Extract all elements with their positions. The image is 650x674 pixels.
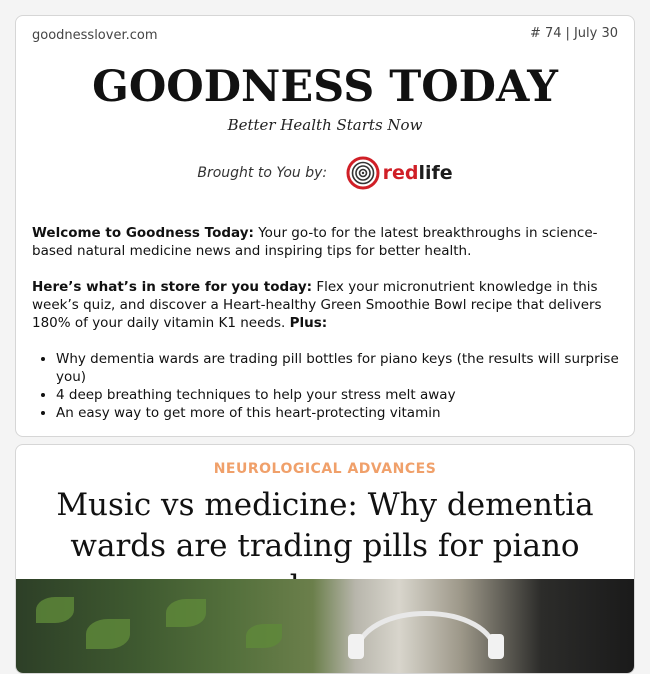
welcome-paragraph [32, 224, 620, 260]
welcome-text: Your go-to for the latest breakthroughs in science-based natural medicine news and inspiring tips for better health. [32, 225, 598, 259]
leaf-decoration [246, 624, 282, 648]
plus-label: Plus: [289, 315, 328, 331]
today-paragraph [32, 278, 620, 332]
logo-text-dark: life [418, 162, 453, 184]
sponsor-label: Brought to You by: [197, 165, 328, 181]
headphones-icon [336, 579, 516, 659]
leaf-decoration [86, 619, 130, 649]
welcome-lead: Welcome to Goodness Today: [32, 225, 254, 241]
leaf-decoration [36, 597, 74, 623]
target-swirl-icon [346, 156, 380, 190]
article-card [15, 444, 635, 674]
sponsor-line [16, 156, 634, 190]
issue-separator: | [565, 26, 570, 41]
article-kicker: NEUROLOGICAL ADVANCES [213, 461, 437, 477]
site-url[interactable]: goodnesslover.com [32, 28, 158, 43]
today-text: Flex your micronutrient knowledge in this week’s quiz, and discover a Heart-healthy Green Smoothie Bowl recipe that delivers 180% of your daily vitamin K1 needs. [32, 279, 602, 331]
highlights-list [32, 350, 620, 422]
list-item: • An easy way to get more of this heart-protecting vitamin [56, 404, 620, 422]
issue-number: # 74 [529, 26, 562, 41]
today-lead: Here’s what’s in store for you today: [32, 279, 313, 295]
article-hero-image[interactable] [16, 579, 634, 674]
sponsor-logo[interactable] [346, 156, 453, 190]
masthead-title: GOODNESS TODAY [92, 62, 558, 112]
issue-date: July 30 [573, 26, 618, 41]
newsletter-intro-card [15, 15, 635, 437]
list-item: • 4 deep breathing techniques to help your stress melt away [56, 386, 620, 404]
masthead-tagline: Better Health Starts Now [227, 116, 423, 134]
masthead [16, 62, 634, 134]
list-item: • Why dementia wards are trading pill bottles for piano keys (the results will surprise you) [56, 350, 620, 386]
logo-text-red: red [382, 162, 419, 184]
issue-meta [530, 26, 618, 41]
intro-body [32, 224, 620, 422]
article-headline[interactable]: Music vs medicine: Why dementia wards are trading pills for piano [56, 487, 594, 564]
leaf-decoration [166, 599, 206, 627]
